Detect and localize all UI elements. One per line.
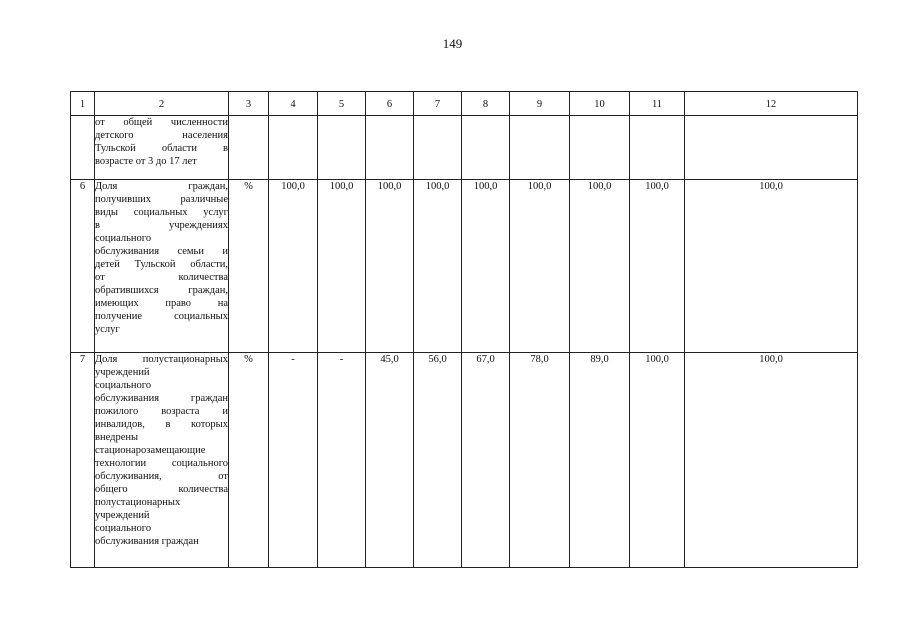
value-cell: 100,0 (318, 180, 366, 353)
description-line: обслуживания граждан (95, 536, 199, 547)
description-line: полустационарных (95, 497, 181, 508)
indicator-description (95, 116, 229, 180)
header-cell: 4 (269, 92, 318, 116)
description-line: Доля граждан, (95, 181, 228, 192)
description-line: детей Тульской области, (95, 259, 228, 270)
description-line: обслуживания граждан (95, 393, 228, 404)
description-line: пожилого возраста и (95, 406, 228, 417)
unit-cell: % (229, 353, 269, 568)
header-cell: 9 (510, 92, 570, 116)
value-cell: 56,0 (414, 353, 462, 568)
description-line: социального (95, 233, 152, 244)
description-line: обратившихся граждан, (95, 285, 228, 296)
description-line: виды социальных услуг (95, 207, 228, 218)
value-cell: - (269, 353, 318, 568)
description-line: детского населения (95, 130, 228, 141)
value-cell: 100,0 (685, 353, 858, 568)
value-cell (462, 116, 510, 180)
value-cell: 100,0 (685, 180, 858, 353)
value-cell: 78,0 (510, 353, 570, 568)
description-line: учреждений (95, 367, 150, 378)
description-line: Доля полустационарных (95, 354, 228, 365)
header-cell: 11 (630, 92, 685, 116)
description-line: стационарозамещающие (95, 445, 206, 456)
description-line: обслуживания семьи и (95, 246, 228, 257)
value-cell (510, 116, 570, 180)
value-cell (318, 116, 366, 180)
row-number: 7 (71, 353, 95, 568)
value-cell (570, 116, 630, 180)
value-cell (269, 116, 318, 180)
value-cell (630, 116, 685, 180)
value-cell: - (318, 353, 366, 568)
description-line: обслуживания, от (95, 471, 228, 482)
row-number: 6 (71, 180, 95, 353)
value-cell: 89,0 (570, 353, 630, 568)
table-row (71, 180, 858, 353)
value-cell: 100,0 (462, 180, 510, 353)
value-cell: 100,0 (510, 180, 570, 353)
description-line: получивших различные (95, 194, 228, 205)
description-line: социального (95, 380, 152, 391)
row-number (71, 116, 95, 180)
table-row (71, 353, 858, 568)
description-line: социального (95, 523, 152, 534)
header-cell: 5 (318, 92, 366, 116)
value-cell: 100,0 (570, 180, 630, 353)
description-line: общего количества (95, 484, 228, 495)
unit-cell: % (229, 180, 269, 353)
header-cell: 3 (229, 92, 269, 116)
value-cell: 100,0 (366, 180, 414, 353)
value-cell: 100,0 (630, 353, 685, 568)
value-cell: 100,0 (414, 180, 462, 353)
description-line: Тульской области в (95, 143, 228, 154)
header-row (71, 92, 858, 116)
description-line: получение социальных (95, 311, 228, 322)
description-line: от количества (95, 272, 228, 283)
description-line: услуг (95, 324, 120, 335)
description-line: инвалидов, в которых (95, 419, 228, 430)
value-cell: 100,0 (630, 180, 685, 353)
description-line: внедрены (95, 432, 139, 443)
value-cell: 45,0 (366, 353, 414, 568)
indicator-description (95, 353, 229, 568)
value-cell (366, 116, 414, 180)
value-cell (685, 116, 858, 180)
indicator-table (70, 91, 858, 568)
table-row (71, 116, 858, 180)
description-line: имеющих право на (95, 298, 228, 309)
value-cell: 67,0 (462, 353, 510, 568)
header-cell: 6 (366, 92, 414, 116)
header-cell: 1 (71, 92, 95, 116)
header-cell: 2 (95, 92, 229, 116)
description-line: технологии социального (95, 458, 228, 469)
header-cell: 12 (685, 92, 858, 116)
unit-cell (229, 116, 269, 180)
header-cell: 7 (414, 92, 462, 116)
description-line: в учреждениях (95, 220, 228, 231)
description-line: возрасте от 3 до 17 лет (95, 156, 197, 167)
page-number: 149 (442, 36, 463, 51)
value-cell (414, 116, 462, 180)
indicator-description (95, 180, 229, 353)
description-line: от общей численности (95, 117, 228, 128)
description-line: учреждений (95, 510, 150, 521)
header-cell: 8 (462, 92, 510, 116)
header-cell: 10 (570, 92, 630, 116)
value-cell: 100,0 (269, 180, 318, 353)
